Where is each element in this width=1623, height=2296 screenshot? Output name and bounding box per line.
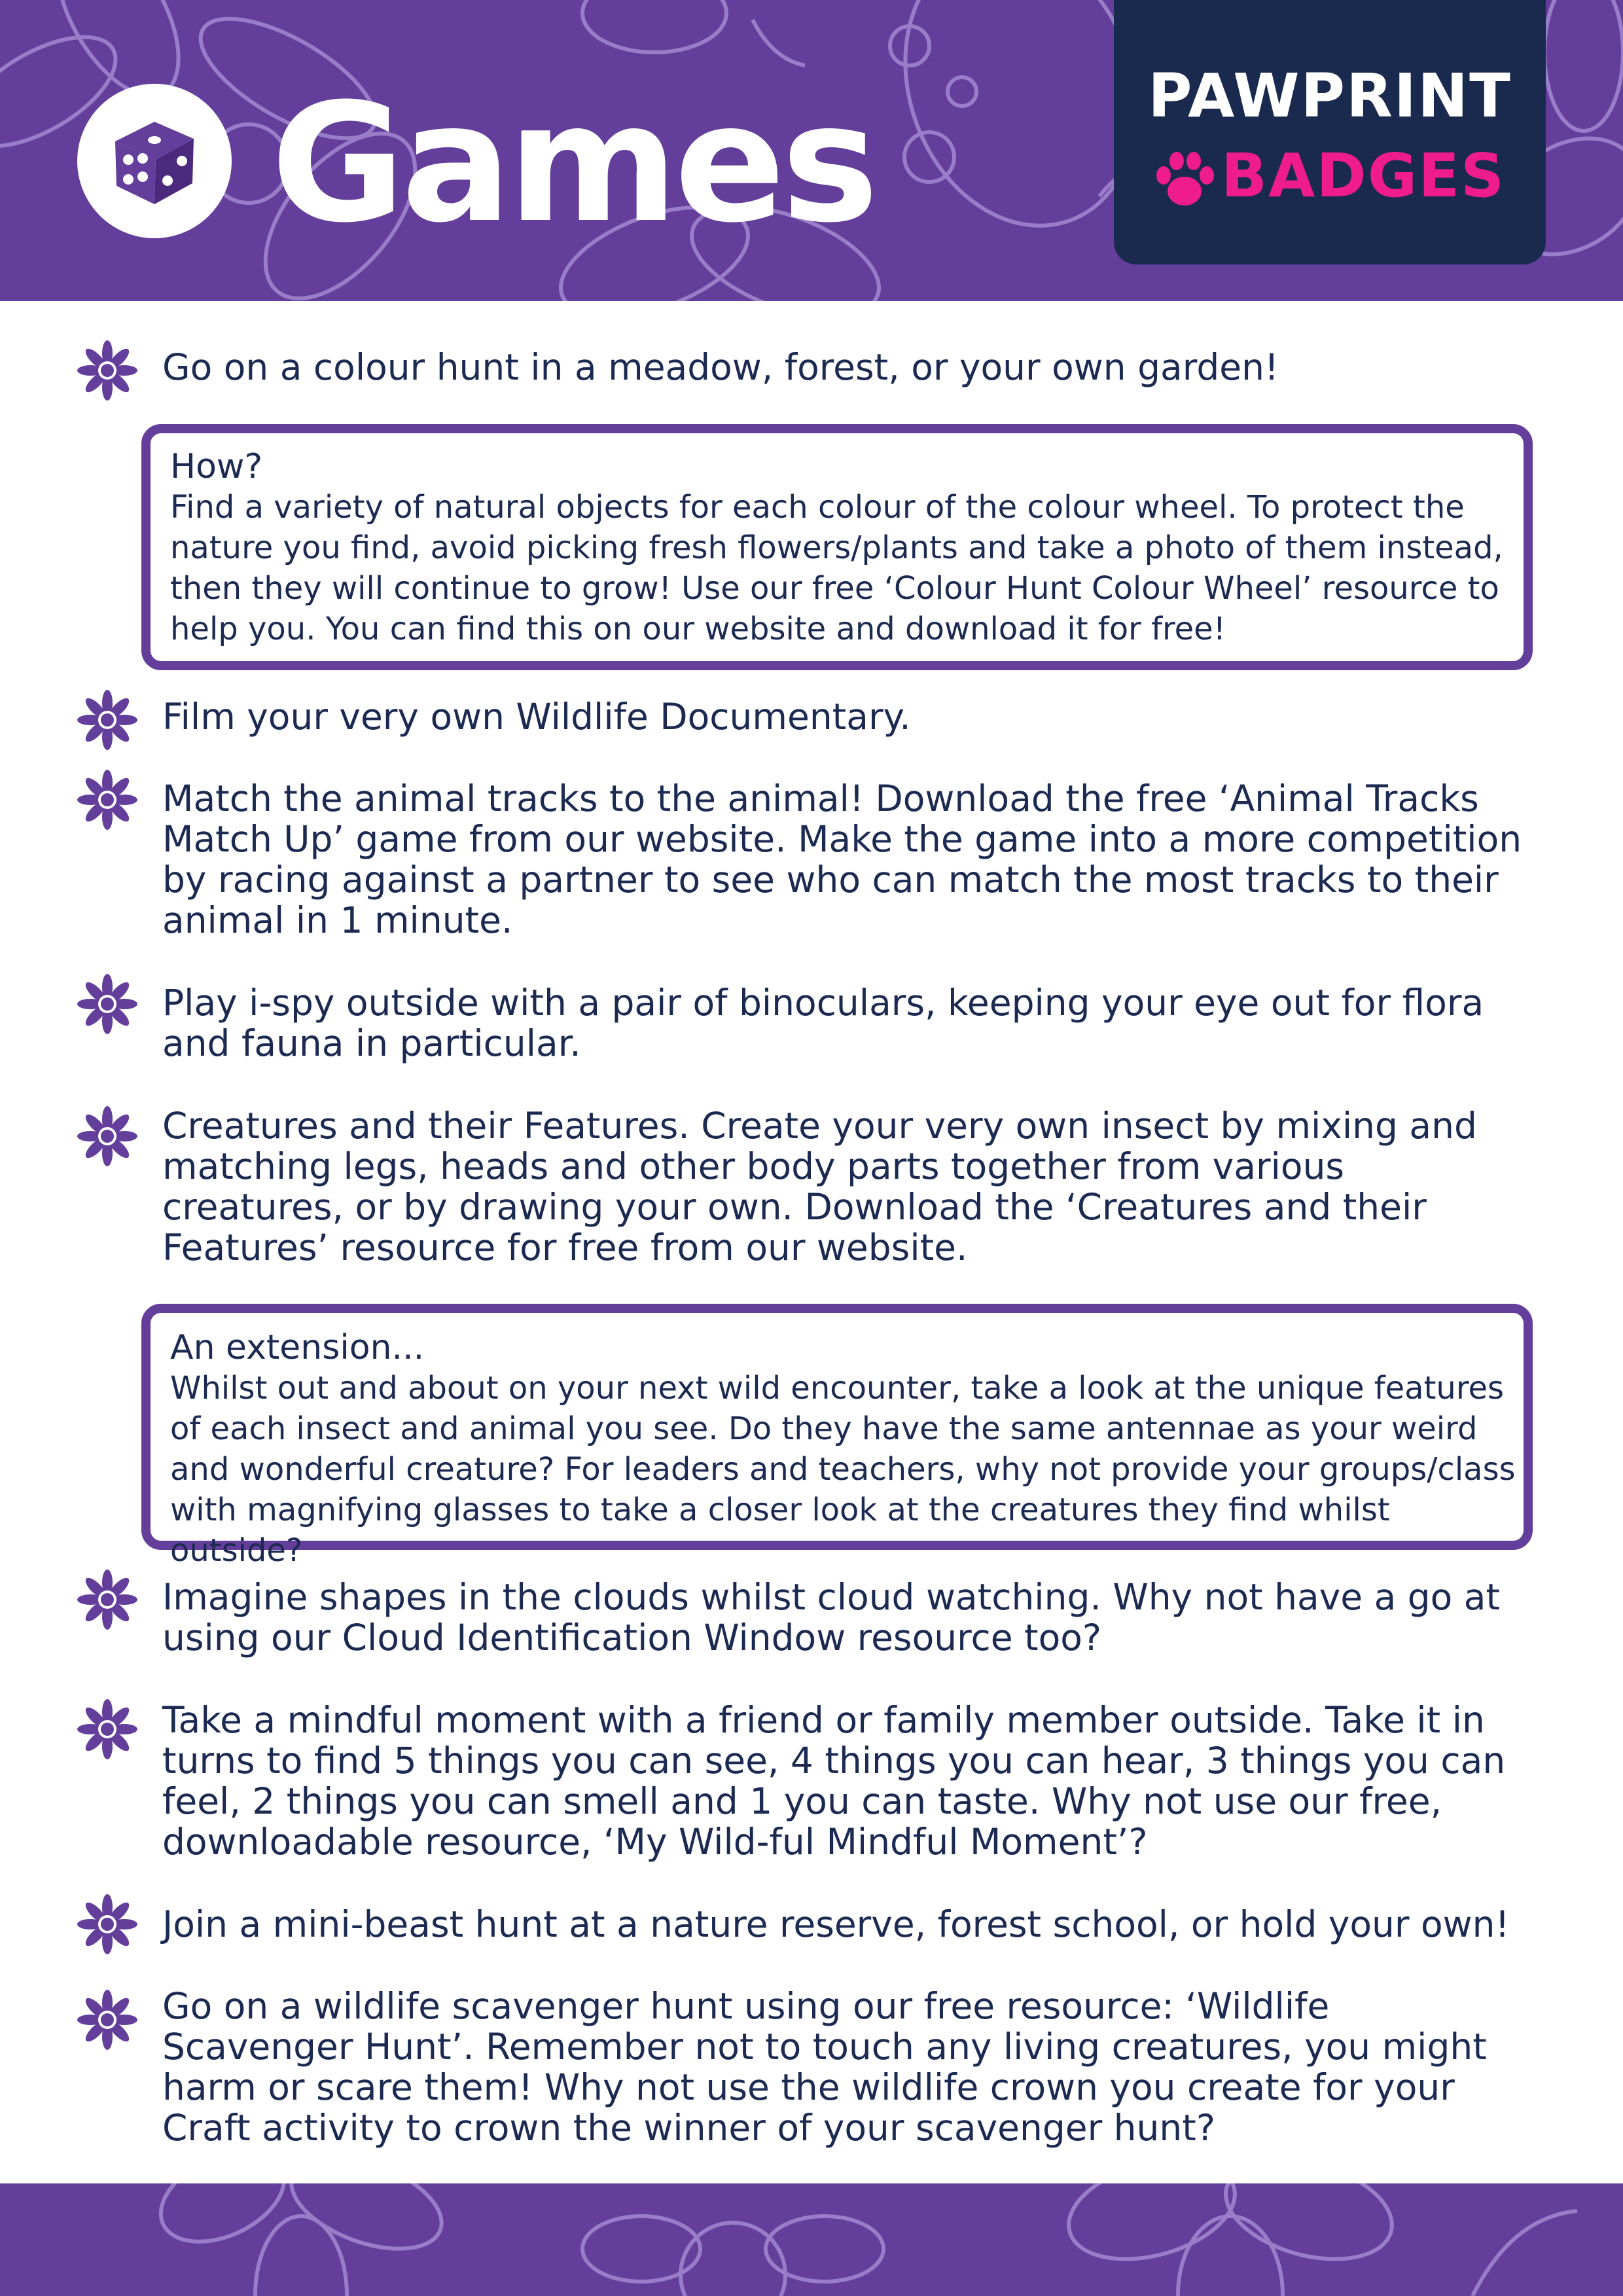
activity-item: Film your very own Wildlife Documentary.	[162, 696, 911, 738]
activity-item: Imagine shapes in the clouds whilst cloud watching. Why not have a go at using our Cloud Identification Window resource too?	[162, 1576, 1501, 1659]
flower-pattern-decoration	[0, 2183, 1623, 2296]
page-title: Games	[271, 68, 875, 259]
activity-item: Take a mindful moment with a friend or family member outside. Take it in turns to find 5 things you can see, 4 things you can hear, 3 things you can feel, 2 things you can smell and 1 you can taste. Why not use our free, downloadable resource, ‘My Wild-ful Mindful Moment’?	[162, 1699, 1506, 1863]
extension-box-title: An extension...	[170, 1328, 425, 1367]
activity-item: Join a mini-beast hunt at a nature reserve, forest school, or hold your own!	[162, 1903, 1510, 1945]
header-banner	[0, 0, 1623, 301]
footer-banner	[0, 2183, 1623, 2296]
how-box-title: How?	[170, 447, 263, 486]
activity-item: Play i-spy outside with a pair of binoculars, keeping your eye out for flora and fauna in particular.	[162, 982, 1484, 1064]
flower-bullet-icon	[77, 340, 137, 401]
activity-item: Match the animal tracks to the animal! Download the free ‘Animal Tracks Match Up’ game from our website. Make the game into a more competition by racing against a partner to see who can match the most tracks to their animal in 1 minute.	[162, 778, 1522, 941]
flower-bullet-icon	[77, 1699, 137, 1759]
logo-line-2: BADGES	[1221, 141, 1506, 211]
paw-icon	[1153, 151, 1216, 209]
activity-item: Go on a wildlife scavenger hunt using our free resource: ‘Wildlife Scavenger Hunt’. Remember not to touch any living creatures, you might harm or scare them! Why not use the wildlife crown you create for your Craft activity to crown the winner of your scavenger hunt?	[162, 1985, 1487, 2149]
flower-bullet-icon	[77, 1894, 137, 1954]
flower-bullet-icon	[77, 1570, 137, 1630]
activity-item: Go on a colour hunt in a meadow, forest, or your own garden!	[162, 346, 1279, 388]
logo-line-1: PAWPRINT	[1148, 61, 1512, 131]
pawprint-badges-logo	[1114, 0, 1546, 264]
dice-badge	[77, 84, 232, 238]
extension-box-body: Whilst out and about on your next wild encounter, take a look at the unique features of each insect and animal you see. Do they have the same antennae as your weird and wonderful creature? For leaders and teachers, why not provide your groups/class with magnifying glasses to take a closer look at the creatures they find whilst outside?	[170, 1370, 1516, 1569]
flower-bullet-icon	[77, 1990, 137, 2050]
dice-icon	[102, 109, 207, 213]
logo-line-2-wrapper	[1153, 140, 1520, 212]
how-box-body: Find a variety of natural objects for each colour of the colour wheel. To protect the nature you find, avoid picking fresh flowers/plants and take a photo of them instead, then they will continue to grow! Use our free ‘Colour Hunt Colour Wheel’ resource to help you. You can find this on our website and download it for free!	[170, 489, 1503, 647]
extension-box	[141, 1304, 1533, 1569]
flower-bullet-icon	[77, 690, 137, 750]
flower-bullet-icon	[77, 770, 137, 830]
how-box	[141, 424, 1533, 670]
flower-bullet-icon	[77, 974, 137, 1034]
flower-bullet-icon	[77, 1106, 137, 1166]
activity-item: Creatures and their Features. Create your very own insect by mixing and matching legs, heads and other body parts together from various creatures, or by drawing your own. Download the ‘Creatures and their Features’ resource for free from our website.	[162, 1105, 1477, 1268]
